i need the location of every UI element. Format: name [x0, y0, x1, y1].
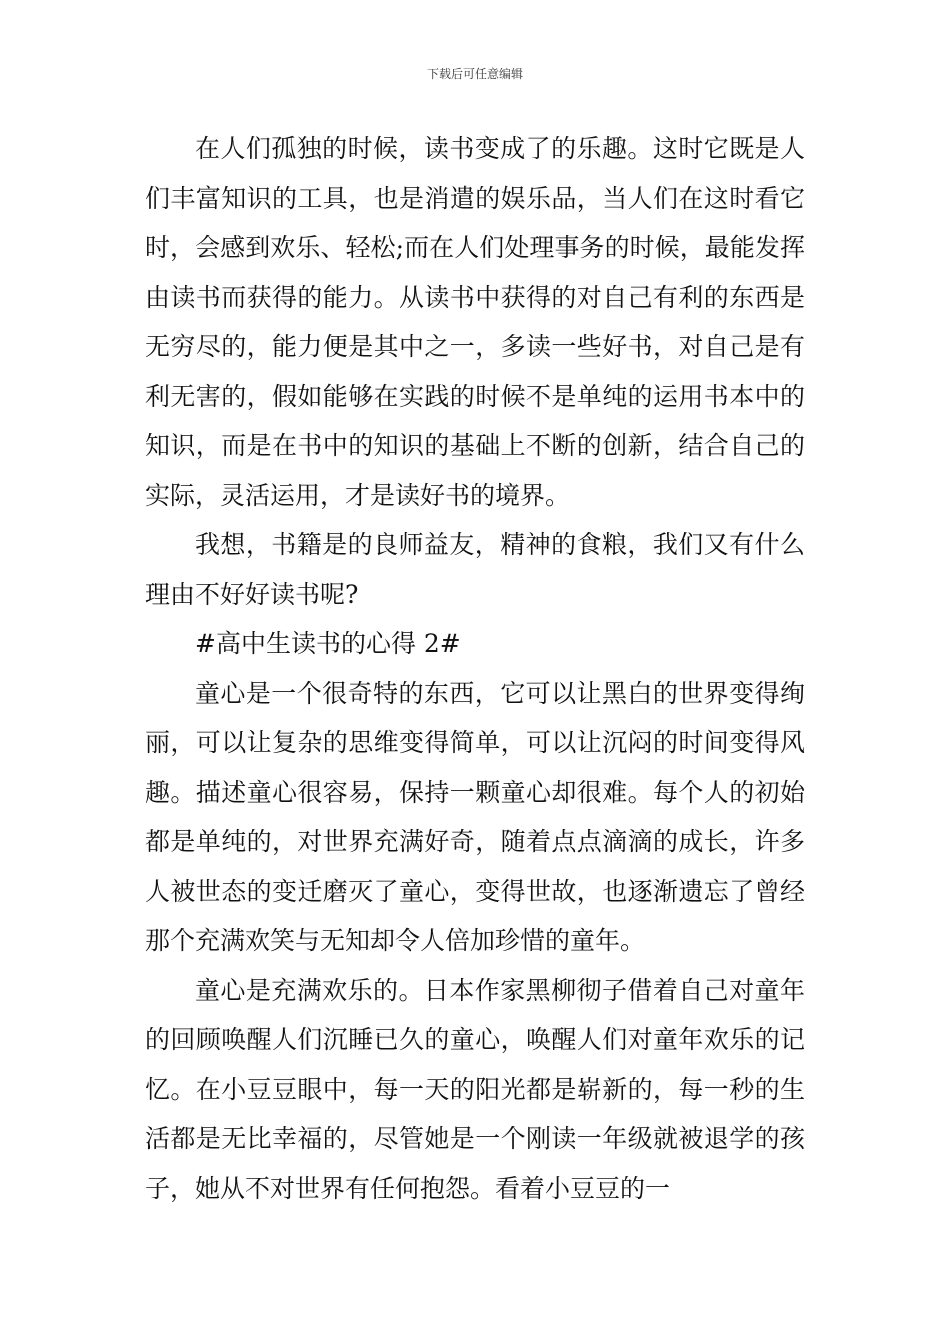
paragraph-books-as-teachers: 我想，书籍是的良师益友，精神的食粮，我们又有什么理由不好好读书呢?	[145, 530, 805, 609]
page-header: 下载后可任意编辑	[426, 67, 523, 81]
paragraph-reading-loneliness: 在人们孤独的时候，读书变成了的乐趣。这时它既是人们丰富知识的工具，也是消遣的娱乐品，当人们在这时看它时，会感到欢乐、轻松;而在人们处理事务的时候，最能发挥由读书而获得的能力。从读书中获得的对自己有利的东西是无穷尽的，能力便是其中之一，多读一些好书，对自己是有利无害的，假如能够在实践的时候不是单纯的运用书本中的知识，而是在书中的知识的基础上不断的创新，结合自己的实际，灵活运用，才是读好书的境界。	[145, 134, 805, 510]
paragraph-childhood-joy: 童心是充满欢乐的。日本作家黑柳彻子借着自己对童年的回顾唤醒人们沉睡已久的童心，唤醒人们对童年欢乐的记忆。在小豆豆眼中，每一天的阳光都是崭新的，每一秒的生活都是无比幸福的，尽管她是一个刚读一年级就被退学的孩子，她从不对世界有任何抱怨。看着小豆豆的一	[145, 975, 805, 1203]
paragraph-childlike-heart: 童心是一个很奇特的东西，它可以让黑白的世界变得绚丽，可以让复杂的思维变得简单，可以让沉闷的时间变得风趣。描述童心很容易，保持一颗童心却很难。每个人的初始都是单纯的，对世界充满好奇，随着点点滴滴的成长，许多人被世态的变迁磨灭了童心，变得世故，也逐渐遗忘了曾经那个充满欢笑与无知却令人倍加珍惜的童年。	[145, 678, 805, 955]
document-body	[145, 124, 805, 1213]
section-heading: #高中生读书的心得 2#	[195, 629, 461, 658]
